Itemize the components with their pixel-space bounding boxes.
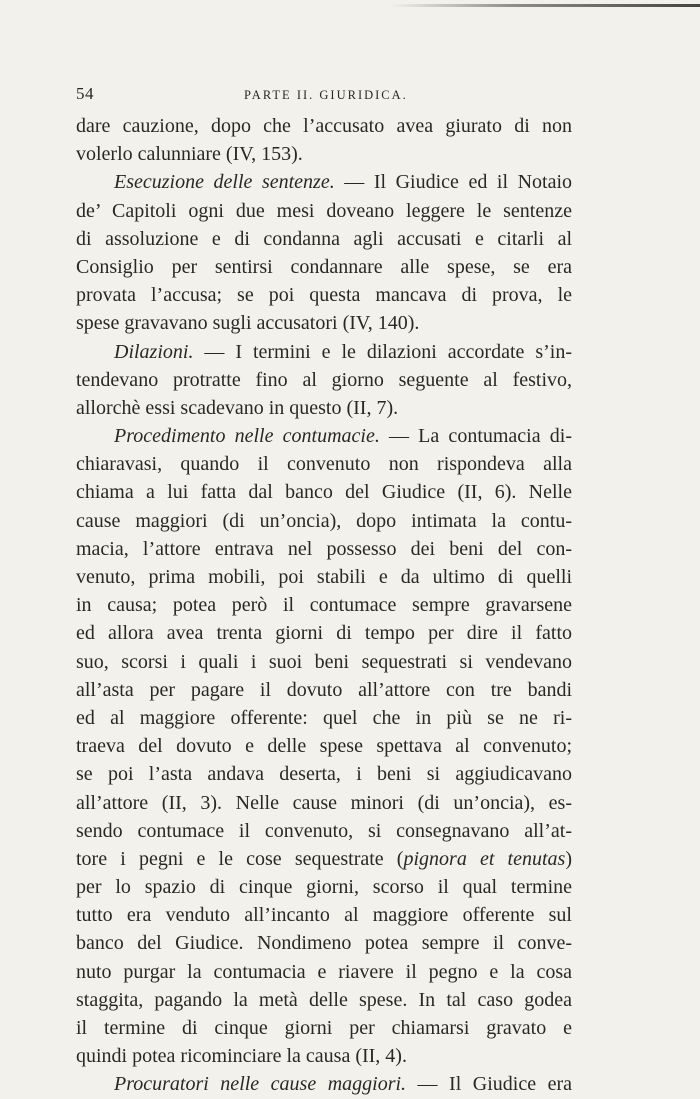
line-text: macia, l’attore entrava nel possesso dei beni del con- bbox=[76, 537, 572, 560]
text-line bbox=[76, 817, 572, 845]
line-text: quindi potea ricominciare la causa (II, 4). bbox=[76, 1045, 407, 1068]
text-line bbox=[76, 1042, 572, 1070]
line-text: suo, scorsi i quali i suoi beni sequestrati si vendevano bbox=[76, 650, 572, 673]
line-text: cause maggiori (di un’oncia), dopo intimata la contu- bbox=[76, 509, 572, 532]
text-line bbox=[76, 309, 572, 337]
text-line bbox=[76, 394, 572, 422]
text-line bbox=[76, 986, 572, 1014]
text-line bbox=[76, 929, 572, 957]
line-text: chiaravasi, quando il convenuto non rispondeva alla bbox=[76, 453, 572, 476]
text-line bbox=[76, 168, 572, 196]
text-line bbox=[76, 535, 572, 563]
line-text: il termine di cinque giorni per chiamarsi gravato e bbox=[76, 1017, 572, 1039]
line-text: staggita, pagando la metà delle spese. In tal caso godea bbox=[76, 988, 572, 1011]
line-text: ed allora avea trenta giorni di tempo per dire il fatto bbox=[76, 622, 572, 645]
line-text: volerlo calunniare (IV, 153). bbox=[76, 143, 303, 166]
italic-heading: Procuratori nelle cause maggiori. bbox=[114, 1073, 407, 1096]
text-line bbox=[76, 591, 572, 619]
text-line bbox=[76, 901, 572, 929]
line-text: provata l’accusa; se poi questa mancava di prova, le bbox=[76, 284, 572, 307]
line-text: sendo contumace il convenuto, si consegnavano all’at- bbox=[76, 819, 572, 842]
text-line bbox=[76, 619, 572, 647]
line-text: traeva del dovuto e delle spese spettava al convenuto; bbox=[76, 735, 572, 758]
text-line bbox=[76, 112, 572, 140]
text-line bbox=[76, 507, 572, 535]
page-header bbox=[76, 82, 572, 112]
body-text bbox=[76, 112, 572, 1099]
line-text: tutto era venduto all’incanto al maggiore offerente sul bbox=[76, 904, 572, 927]
line-text: tendevano protratte fino al giorno seguente al festivo, bbox=[76, 368, 572, 391]
text-line bbox=[76, 873, 572, 901]
text-line bbox=[76, 450, 572, 478]
text-line bbox=[76, 338, 572, 366]
line-text: banco del Giudice. Nondimeno potea sempre il conve- bbox=[76, 932, 572, 955]
text-line bbox=[76, 225, 572, 253]
text-line bbox=[76, 648, 572, 676]
text-line bbox=[76, 958, 572, 986]
line-text: all’asta per pagare il dovuto all’attore con tre bandi bbox=[76, 678, 572, 701]
scan-edge-shadow bbox=[390, 4, 700, 7]
line-text: nuto purgar la contumacia e riavere il pegno e la cosa bbox=[76, 960, 572, 983]
text-line bbox=[76, 366, 572, 394]
book-page bbox=[76, 82, 572, 1099]
line-text: — Il Giudice era bbox=[406, 1073, 572, 1096]
text-line bbox=[76, 1070, 572, 1098]
line-text: ed al maggiore offerente: quel che in più se ne ri- bbox=[76, 706, 572, 729]
line-text: in causa; potea però il contumace sempre gravarsene bbox=[76, 594, 572, 617]
line-text: — La contumacia di- bbox=[379, 425, 572, 448]
italic-heading: Dilazioni. bbox=[114, 340, 194, 363]
italic-heading: Esecuzione delle sentenze. bbox=[114, 171, 335, 194]
text-line bbox=[76, 760, 572, 788]
line-text: dare cauzione, dopo che l’accusato avea giurato di non bbox=[76, 115, 572, 137]
line-text: spese gravavano sugli accusatori (IV, 140). bbox=[76, 312, 420, 335]
line-text: di assoluzione e di condanna agli accusati e citarli al bbox=[76, 227, 572, 250]
italic-heading: Procedimento nelle contumacie. bbox=[114, 425, 380, 448]
running-title: PARTE II. GIURIDICA. bbox=[244, 88, 408, 102]
text-line bbox=[76, 845, 572, 873]
line-text: se poi l’asta andava deserta, i beni si aggiudicavano bbox=[76, 763, 572, 786]
text-line bbox=[76, 1014, 572, 1042]
text-line bbox=[76, 478, 572, 506]
line-text: all’attore (II, 3). Nelle cause minori (di un’oncia), es- bbox=[76, 791, 572, 814]
line-text: chiama a lui fatta dal banco del Giudice (II, 6). Nelle bbox=[76, 481, 572, 504]
line-text: — Il Giudice ed il Notaio bbox=[334, 171, 572, 194]
text-line bbox=[76, 563, 572, 591]
italic-heading: pignora et tenutas bbox=[403, 847, 566, 870]
line-text: ) bbox=[565, 847, 572, 870]
text-line bbox=[76, 676, 572, 704]
line-text: per lo spazio di cinque giorni, scorso il qual termine bbox=[76, 876, 572, 899]
text-line bbox=[76, 197, 572, 225]
line-text: venuto, prima mobili, poi stabili e da ultimo di quelli bbox=[76, 566, 572, 588]
line-text: tore i pegni e le cose sequestrate ( bbox=[76, 847, 404, 870]
text-line bbox=[76, 281, 572, 309]
line-text: — I termini e le dilazioni accordate s’in- bbox=[193, 340, 572, 363]
line-text: Consiglio per sentirsi condannare alle spese, se era bbox=[76, 255, 572, 278]
text-line bbox=[76, 422, 572, 450]
text-line bbox=[76, 732, 572, 760]
text-line bbox=[76, 789, 572, 817]
text-line bbox=[76, 253, 572, 281]
text-line bbox=[76, 704, 572, 732]
text-line bbox=[76, 140, 572, 168]
line-text: allorchè essi scadevano in questo (II, 7). bbox=[76, 396, 399, 419]
line-text: de’ Capitoli ogni due mesi doveano leggere le sentenze bbox=[76, 199, 572, 222]
page-number: 54 bbox=[76, 84, 94, 103]
